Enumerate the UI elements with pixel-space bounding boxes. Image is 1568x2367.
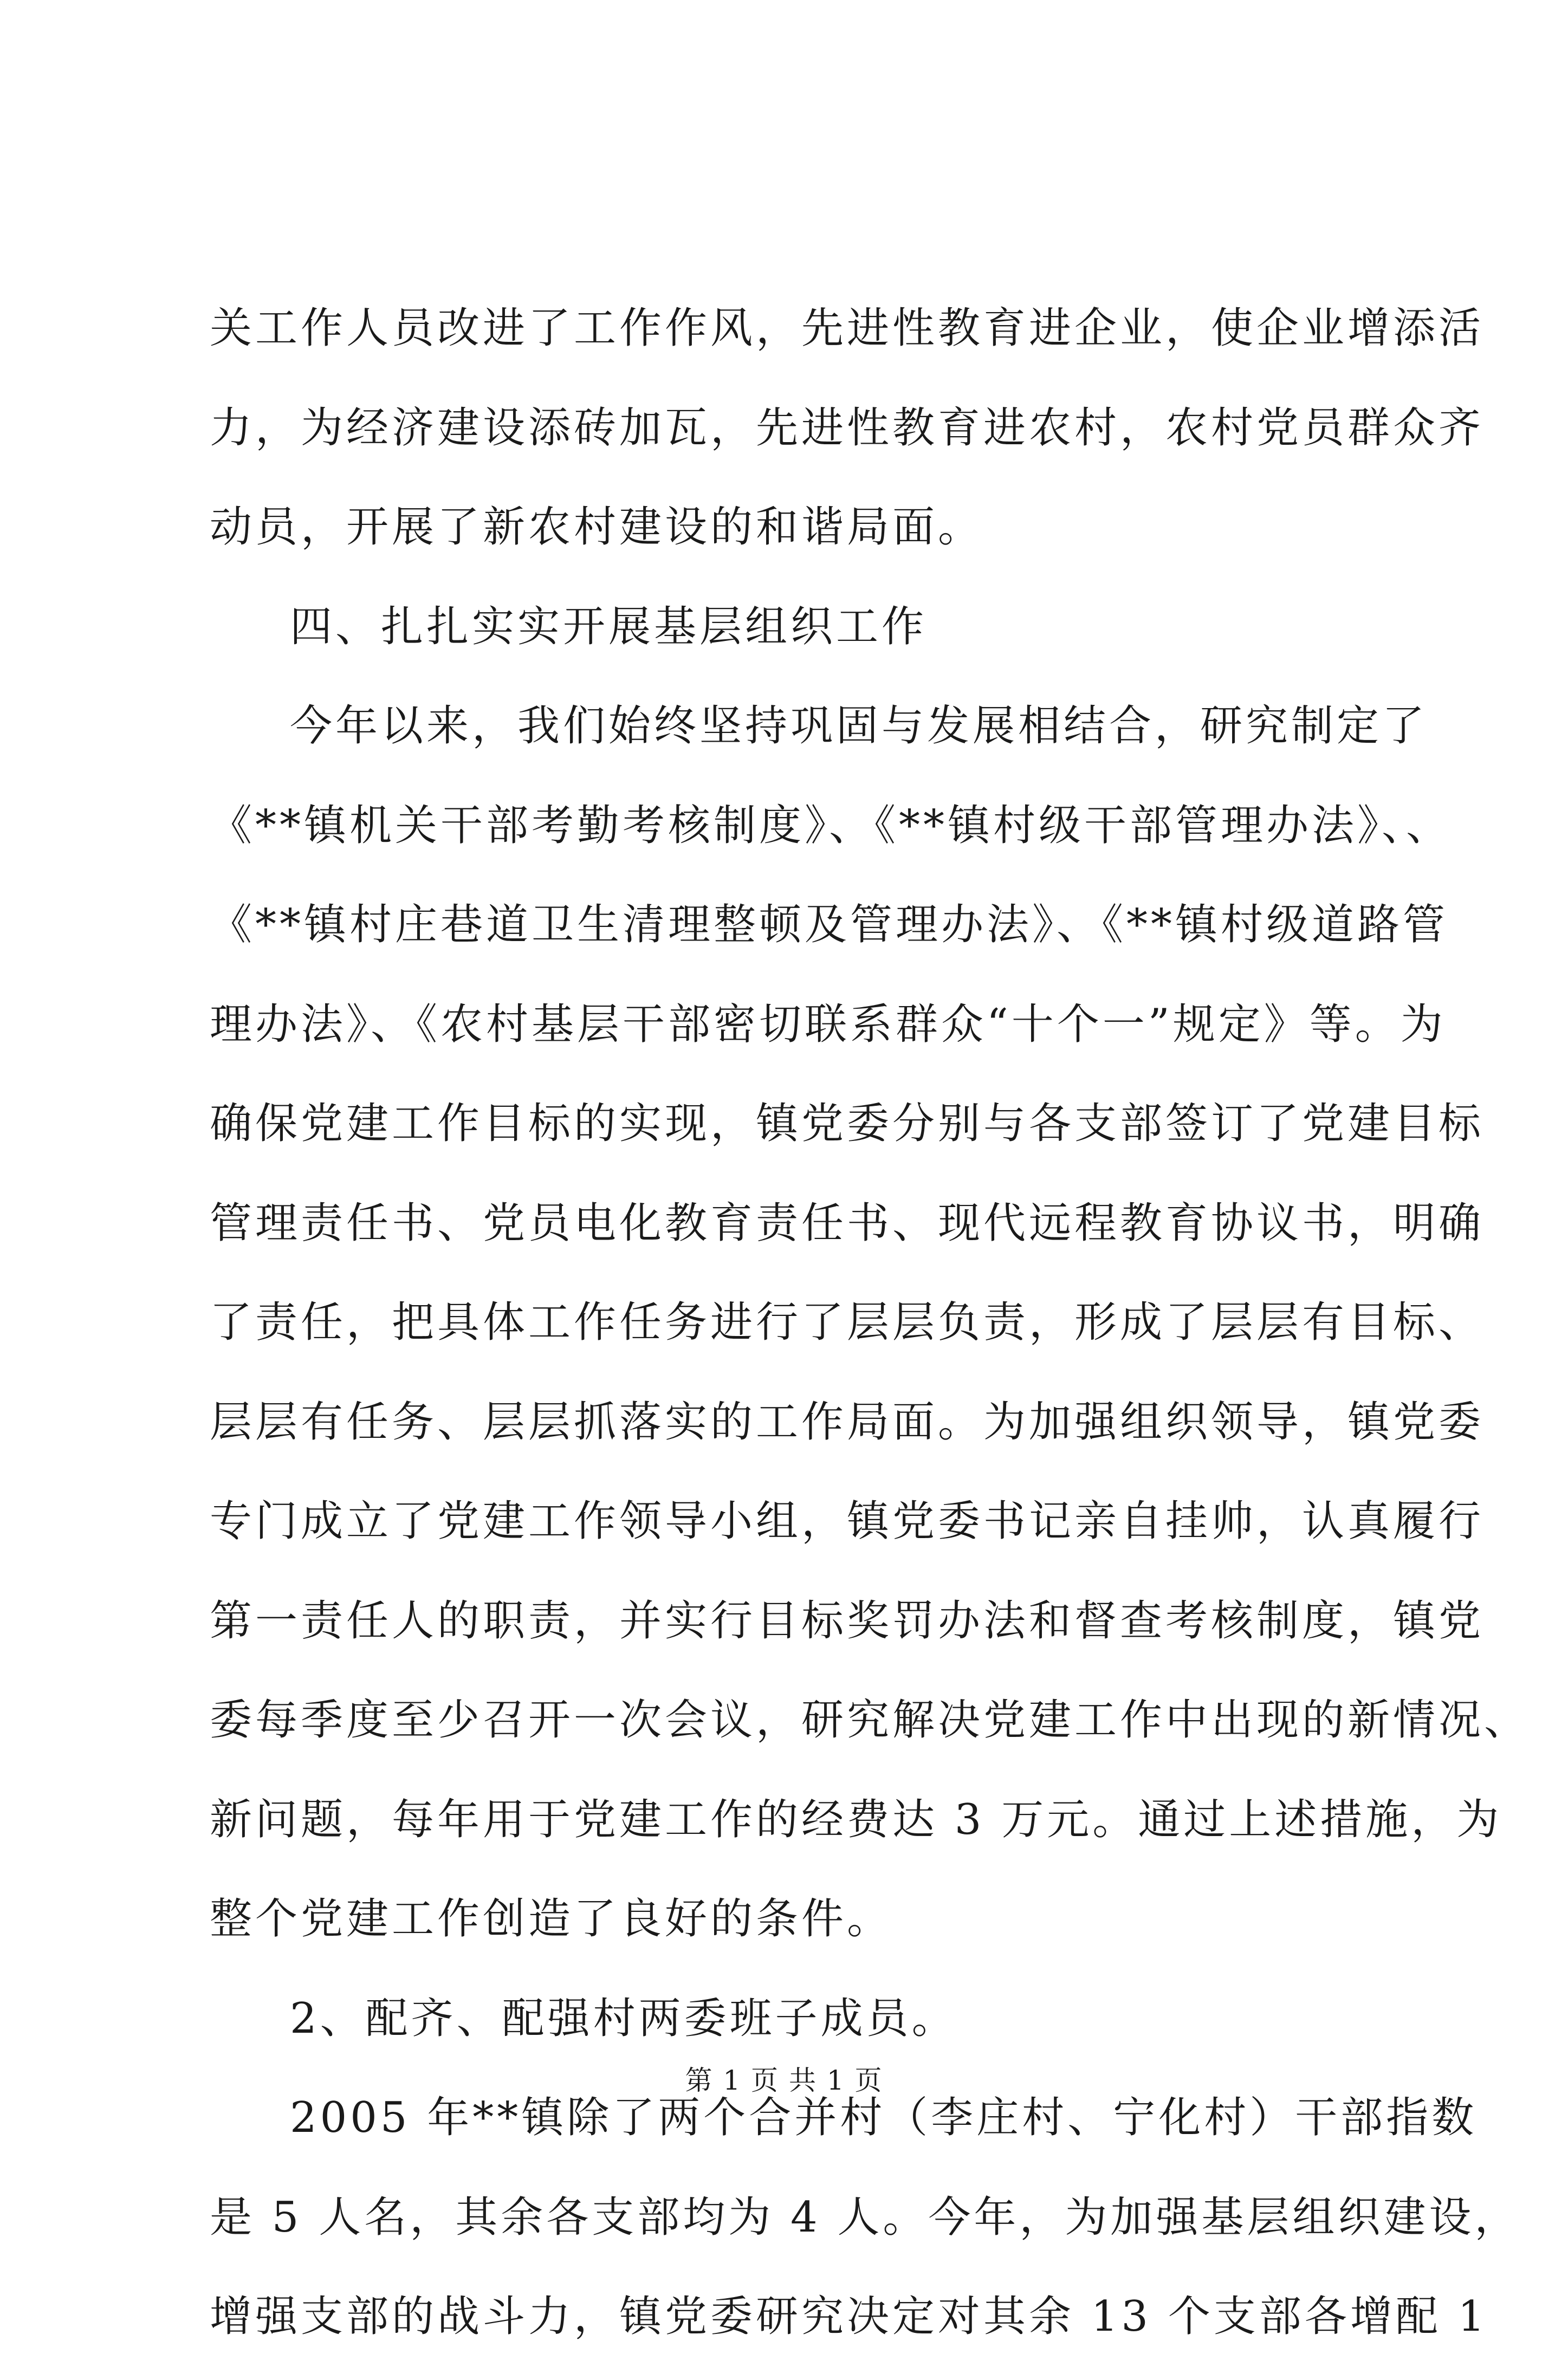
text-line: 理办法》、《农村基层干部密切联系群众“十个一”规定》等。为 bbox=[210, 1000, 1446, 1049]
text-line: 了责任，把具体工作任务进行了层层负责，形成了层层有目标、 bbox=[210, 1298, 1485, 1347]
text-line: 委每季度至少召开一次会议，研究解决党建工作中出现的新情况、 bbox=[210, 1696, 1530, 1745]
text-line: 专门成立了党建工作领导小组，镇党委书记亲自挂帅，认真履行 bbox=[210, 1497, 1485, 1546]
document-body bbox=[210, 279, 1530, 2367]
text-line: 是 5 人名，其余各支部均为 4 人。今年，为加强基层组织建设， bbox=[210, 2193, 1520, 2242]
page-footer: 第 1 页 共 1 页 bbox=[685, 2065, 883, 2096]
text-line: 整个党建工作创造了良好的条件。 bbox=[210, 1895, 893, 1943]
subsection-heading: 2、配齐、配强村两委班子成员。 bbox=[290, 1994, 957, 2043]
section-heading: 四、扎扎实实开展基层组织工作 bbox=[290, 602, 928, 651]
text-line: 力，为经济建设添砖加瓦，先进性教育进农村，农村党员群众齐 bbox=[210, 403, 1485, 452]
text-line: 层层有任务、层层抓落实的工作局面。为加强组织领导，镇党委 bbox=[210, 1397, 1485, 1447]
text-line: 新问题，每年用于党建工作的经费达 3 万元。通过上述措施，为 bbox=[210, 1795, 1502, 1844]
text-line: 管理责任书、党员电化教育责任书、现代远程教育协议书，明确 bbox=[210, 1198, 1485, 1248]
text-line: 关工作人员改进了工作作风，先进性教育进企业，使企业增添活 bbox=[210, 304, 1485, 353]
text-line: 动员，开展了新农村建设的和谐局面。 bbox=[210, 503, 984, 552]
text-line: 2005 年**镇除了两个合并村（李庄村、宁化村）干部指数 bbox=[290, 2093, 1478, 2142]
text-line: 增强支部的战斗力，镇党委研究决定对其余 13 个支部各增配 1 bbox=[210, 2292, 1488, 2341]
text-line: 《**镇村庄巷道卫生清理整顿及管理办法》、《**镇村级道路管 bbox=[210, 900, 1449, 949]
text-line: 确保党建工作目标的实现，镇党委分别与各支部签订了党建目标 bbox=[210, 1099, 1485, 1148]
text-line: 《**镇机关干部考勤考核制度》、《**镇村级干部管理办法》、、 bbox=[210, 801, 1452, 850]
text-line: 第一责任人的职责，并实行目标奖罚办法和督查考核制度，镇党 bbox=[210, 1596, 1485, 1645]
text-line: 今年以来，我们始终坚持巩固与发展相结合，研究制定了 bbox=[290, 702, 1428, 750]
